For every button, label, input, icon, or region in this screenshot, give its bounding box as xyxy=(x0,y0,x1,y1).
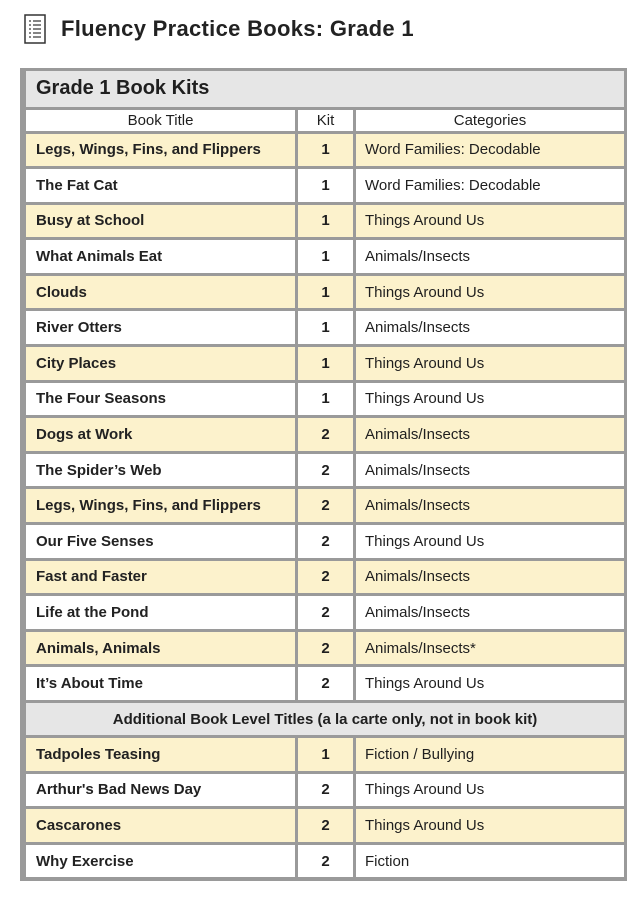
book-title-cell: Legs, Wings, Fins, and Flippers xyxy=(25,132,297,168)
kit-number-cell: 2 xyxy=(297,772,355,808)
table-row xyxy=(25,843,626,879)
category-cell: Word Families: Decodable xyxy=(355,168,626,204)
category-cell: Things Around Us xyxy=(355,808,626,844)
category-cell: Things Around Us xyxy=(355,346,626,382)
category-cell: Fiction xyxy=(355,843,626,879)
book-title-cell: Arthur's Bad News Day xyxy=(25,772,297,808)
kit-number-cell: 2 xyxy=(297,559,355,595)
kit-number-cell: 1 xyxy=(297,274,355,310)
kit-number-cell: 2 xyxy=(297,524,355,560)
book-kits-table xyxy=(23,71,627,880)
column-header-kit: Kit xyxy=(297,108,355,132)
category-cell: Things Around Us xyxy=(355,274,626,310)
column-header-categories: Categories xyxy=(355,108,626,132)
kit-number-cell: 2 xyxy=(297,488,355,524)
table-row xyxy=(25,381,626,417)
category-cell: Animals/Insects xyxy=(355,595,626,631)
table-row xyxy=(25,559,626,595)
page-title: Fluency Practice Books: Grade 1 xyxy=(61,16,414,41)
table-row xyxy=(25,630,626,666)
category-cell: Animals/Insects xyxy=(355,488,626,524)
kit-number-cell: 1 xyxy=(297,381,355,417)
book-title-cell: Busy at School xyxy=(25,203,297,239)
book-title-cell: The Fat Cat xyxy=(25,168,297,204)
kit-number-cell: 2 xyxy=(297,595,355,631)
kit-number-cell: 1 xyxy=(297,203,355,239)
table-row xyxy=(25,808,626,844)
column-header-row xyxy=(25,108,626,132)
category-cell: Word Families: Decodable xyxy=(355,132,626,168)
category-cell: Things Around Us xyxy=(355,203,626,239)
category-cell: Animals/Insects xyxy=(355,452,626,488)
category-cell: Things Around Us xyxy=(355,772,626,808)
category-cell: Things Around Us xyxy=(355,524,626,560)
table-row xyxy=(25,346,626,382)
kit-number-cell: 2 xyxy=(297,808,355,844)
category-cell: Things Around Us xyxy=(355,381,626,417)
book-title-cell: Clouds xyxy=(25,274,297,310)
book-title-cell: Legs, Wings, Fins, and Flippers xyxy=(25,488,297,524)
additional-titles-section-row xyxy=(25,702,626,737)
table-row xyxy=(25,132,626,168)
book-title-cell: Tadpoles Teasing xyxy=(25,737,297,773)
table-row xyxy=(25,239,626,275)
kit-number-cell: 1 xyxy=(297,239,355,275)
table-row xyxy=(25,203,626,239)
page-header xyxy=(24,12,414,46)
table-row xyxy=(25,595,626,631)
kit-number-cell: 2 xyxy=(297,630,355,666)
kit-number-cell: 2 xyxy=(297,417,355,453)
table-row xyxy=(25,666,626,702)
kit-number-cell: 1 xyxy=(297,132,355,168)
table-row xyxy=(25,737,626,773)
kit-number-cell: 1 xyxy=(297,737,355,773)
table-row xyxy=(25,772,626,808)
category-cell: Animals/Insects xyxy=(355,239,626,275)
kit-number-cell: 1 xyxy=(297,168,355,204)
table-row xyxy=(25,310,626,346)
additional-titles-label: Additional Book Level Titles (a la carte only, not in book kit) xyxy=(25,702,626,737)
table-row xyxy=(25,417,626,453)
book-title-cell: Cascarones xyxy=(25,808,297,844)
kit-number-cell: 2 xyxy=(297,843,355,879)
book-title-cell: Dogs at Work xyxy=(25,417,297,453)
book-title-cell: Animals, Animals xyxy=(25,630,297,666)
category-cell: Things Around Us xyxy=(355,666,626,702)
kit-number-cell: 2 xyxy=(297,452,355,488)
kit-number-cell: 1 xyxy=(297,346,355,382)
table-row xyxy=(25,488,626,524)
book-title-cell: Why Exercise xyxy=(25,843,297,879)
table-row xyxy=(25,168,626,204)
book-kits-table-frame xyxy=(20,68,627,881)
column-header-book-title: Book Title xyxy=(25,108,297,132)
book-title-cell: River Otters xyxy=(25,310,297,346)
table-row xyxy=(25,274,626,310)
book-title-cell: The Four Seasons xyxy=(25,381,297,417)
kit-number-cell: 2 xyxy=(297,666,355,702)
book-title-cell: Fast and Faster xyxy=(25,559,297,595)
book-title-cell: It’s About Time xyxy=(25,666,297,702)
book-title-cell: What Animals Eat xyxy=(25,239,297,275)
table-row xyxy=(25,452,626,488)
category-cell: Animals/Insects xyxy=(355,559,626,595)
document-list-icon xyxy=(24,14,46,44)
category-cell: Animals/Insects* xyxy=(355,630,626,666)
table-title: Grade 1 Book Kits xyxy=(25,71,626,108)
table-title-row xyxy=(25,71,626,108)
table-row xyxy=(25,524,626,560)
category-cell: Fiction / Bullying xyxy=(355,737,626,773)
kit-number-cell: 1 xyxy=(297,310,355,346)
book-title-cell: The Spider’s Web xyxy=(25,452,297,488)
category-cell: Animals/Insects xyxy=(355,310,626,346)
category-cell: Animals/Insects xyxy=(355,417,626,453)
book-title-cell: City Places xyxy=(25,346,297,382)
book-title-cell: Our Five Senses xyxy=(25,524,297,560)
book-title-cell: Life at the Pond xyxy=(25,595,297,631)
